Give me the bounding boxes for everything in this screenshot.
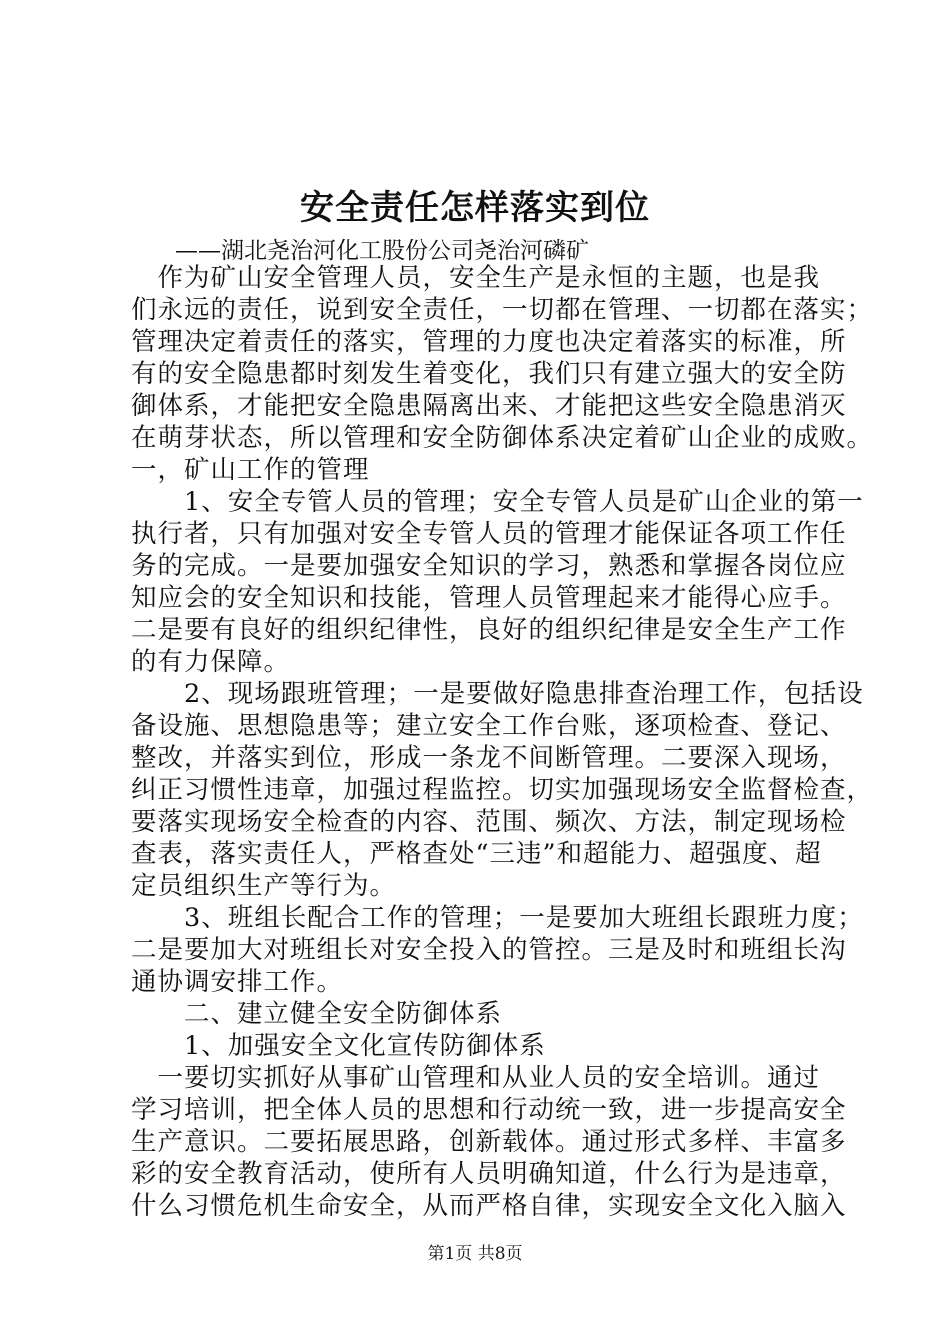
text-line: 一，矿山工作的管理: [131, 455, 370, 485]
text-line: 1、安全专管人员的管理；安全专管人员是矿山企业的第一: [131, 487, 864, 517]
text-line: 们永远的责任，说到安全责任，一切都在管理、一切都在落实；: [131, 295, 874, 325]
text-line: 二是要加大对班组长对安全投入的管控。三是及时和班组长沟: [131, 935, 847, 965]
text-line: 什么习惯危机生命安全，从而严格自律，实现安全文化入脑入: [131, 1191, 847, 1221]
text-line: 要落实现场安全检查的内容、范围、频次、方法，制定现场检: [131, 807, 847, 837]
text-line: 务的完成。一是要加强安全知识的学习，熟悉和掌握各岗位应: [131, 551, 847, 581]
page-footer: 第1页 共8页: [427, 1244, 523, 1264]
document-body: [131, 262, 874, 1222]
text-line: 知应会的安全知识和技能，管理人员管理起来才能得心应手。: [131, 583, 847, 613]
text-line: 查表，落实责任人，严格查处“三违”和超能力、超强度、超: [131, 839, 822, 869]
text-line: 在萌芽状态，所以管理和安全防御体系决定着矿山企业的成败。: [131, 423, 874, 453]
text-line: 1、加强安全文化宣传防御体系: [131, 1031, 546, 1061]
text-line: 纠正习惯性违章，加强过程监控。切实加强现场安全监督检查，: [131, 775, 874, 805]
text-line: 作为矿山安全管理人员，安全生产是永恒的主题，也是我: [131, 263, 821, 293]
text-line: 彩的安全教育活动，使所有人员明确知道，什么行为是违章，: [131, 1159, 847, 1189]
text-line: 管理决定着责任的落实，管理的力度也决定着落实的标准，所: [131, 327, 847, 357]
text-line: 备设施、思想隐患等；建立安全工作台账，逐项检查、登记、: [131, 711, 847, 741]
text-line: 生产意识。二要拓展思路，创新载体。通过形式多样、丰富多: [131, 1127, 847, 1157]
text-line: 学习培训，把全体人员的思想和行动统一致，进一步提高安全: [131, 1095, 847, 1125]
text-line: 二是要有良好的组织纪律性，良好的组织纪律是安全生产工作: [131, 615, 847, 645]
text-line: 执行者，只有加强对安全专管人员的管理才能保证各项工作任: [131, 519, 847, 549]
text-line: 3、班组长配合工作的管理；一是要加大班组长跟班力度；: [131, 903, 864, 933]
text-line: 整改，并落实到位，形成一条龙不间断管理。二要深入现场，: [131, 743, 847, 773]
document-subtitle: ——湖北尧治河化工股份公司尧治河磷矿: [175, 238, 589, 264]
text-line: 通协调安排工作。: [131, 967, 344, 997]
text-line: 的有力保障。: [131, 647, 291, 677]
text-line: 二、建立健全安全防御体系: [131, 999, 503, 1029]
text-line: 一要切实抓好从事矿山管理和从业人员的安全培训。通过: [131, 1063, 821, 1093]
text-line: 有的安全隐患都时刻发生着变化，我们只有建立强大的安全防: [131, 359, 847, 389]
text-line: 定员组织生产等行为。: [131, 871, 397, 901]
text-line: 御体系，才能把安全隐患隔离出来、才能把这些安全隐患消灭: [131, 391, 847, 421]
document-title: 安全责任怎样落实到位: [300, 188, 650, 228]
text-line: 2、现场跟班管理；一是要做好隐患排查治理工作，包括设: [131, 679, 864, 709]
